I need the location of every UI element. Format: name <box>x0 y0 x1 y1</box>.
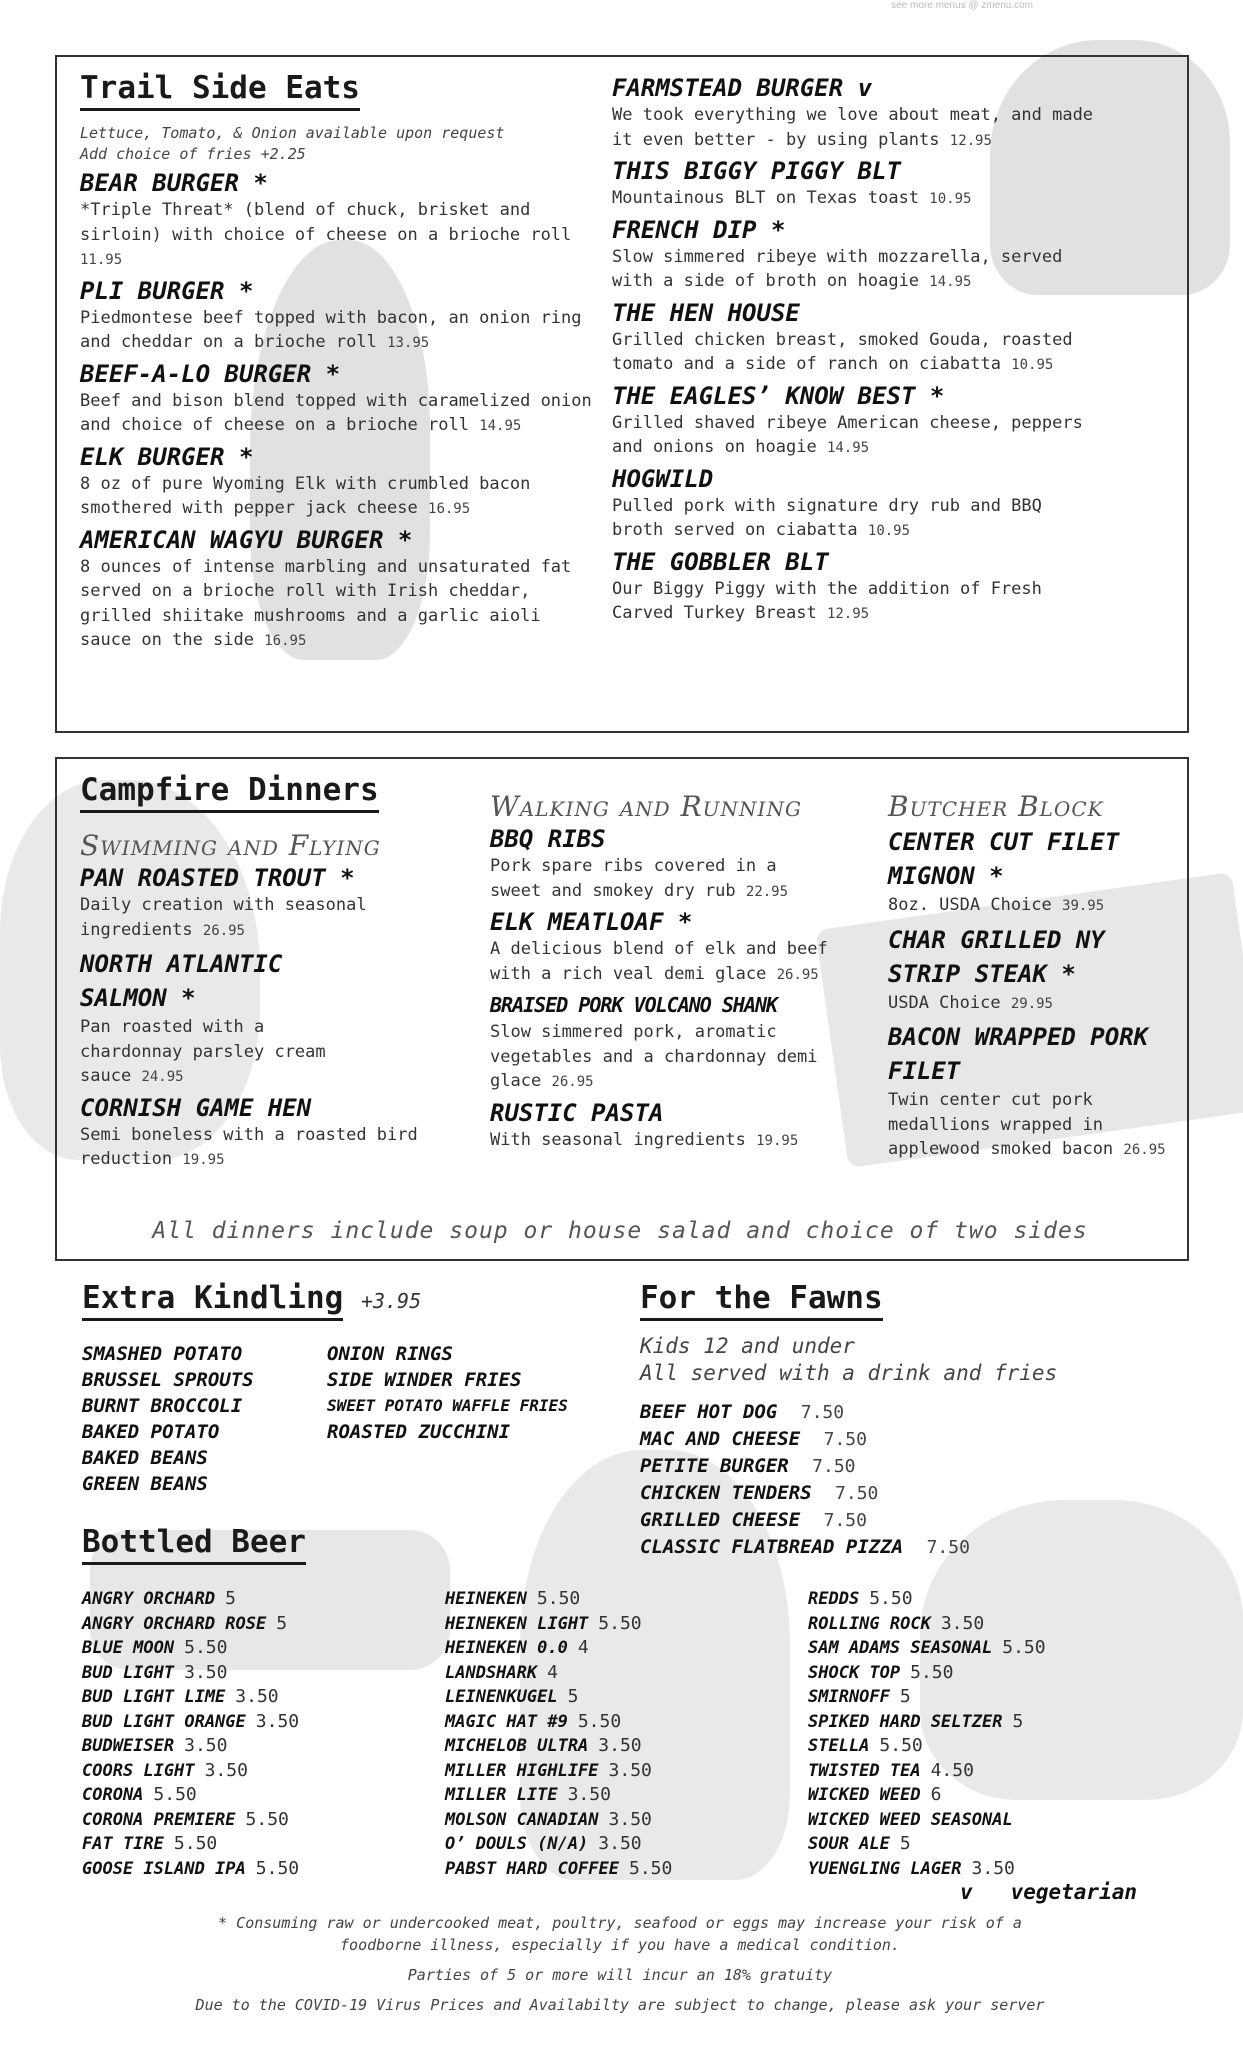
for-the-fawns-section <box>640 1280 1160 1561</box>
item-description: *Triple Threat* (blend of chuck, brisket and sirloin) with choice of cheese on a brioche roll 11.95 <box>80 200 572 268</box>
beer-item: SPIKED HARD SELTZER 5 <box>808 1710 1024 1732</box>
beer-price: 3.50 <box>940 1612 985 1634</box>
beer-item: LANDSHARK 4 <box>445 1661 558 1683</box>
extra-kindling-title: Extra Kindling <box>82 1280 343 1321</box>
beer-item: STELLA 5.50 <box>808 1735 923 1756</box>
item-description: Slow simmered ribeye with mozzarella, served with a side of broth on hoagie 14.95 <box>612 246 1063 291</box>
menu-item <box>80 947 360 1090</box>
menu-item <box>80 526 600 654</box>
beer-price: 4.50 <box>930 1759 974 1781</box>
beer-item: BUD LIGHT ORANGE 3.50 <box>82 1710 300 1732</box>
menu-item <box>80 443 600 522</box>
beer-price: 5 <box>225 1588 236 1609</box>
side-item: SWEET POTATO WAFFLE FRIES <box>327 1396 568 1415</box>
extra-kindling-section <box>82 1280 642 1497</box>
item-name: THE HEN HOUSE <box>612 298 800 327</box>
item-price: 12.95 <box>949 132 992 149</box>
beer-price: 3.50 <box>598 1833 642 1854</box>
side-item: BRUSSEL SPROUTS <box>82 1369 254 1391</box>
item-price: 10.95 <box>867 523 911 539</box>
item-name: BEEF-A-LO BURGER * <box>80 359 341 388</box>
menu-item <box>80 277 600 356</box>
watermark: see more menus @ zmenu.com <box>891 0 1033 11</box>
beer-item: BUDWEISER 3.50 <box>82 1735 228 1756</box>
item-name: PLI BURGER * <box>80 276 254 305</box>
beer-item: BLUE MOON 5.50 <box>82 1637 228 1658</box>
side-item: ROASTED ZUCCHINI <box>327 1421 511 1443</box>
beer-item: CORONA 5.50 <box>82 1784 197 1805</box>
beer-price: 5.50 <box>879 1735 923 1756</box>
item-description: 8 oz of pure Wyoming Elk with crumbled bacon smothered with pepper jack cheese 16.95 <box>80 473 531 518</box>
item-price: 13.95 <box>387 335 430 351</box>
item-name: THE EAGLES’ KNOW BEST * <box>612 381 945 410</box>
trail-side-left-column <box>80 70 600 654</box>
item-name: FARMSTEAD BURGER v <box>612 74 873 102</box>
trail-side-note: Add choice of fries +2.25 <box>80 145 306 163</box>
footer-notes <box>60 1912 1180 2016</box>
menu-item <box>612 382 1097 461</box>
item-price: 39.95 <box>1062 898 1105 914</box>
subheading: Butcher Block <box>888 790 1104 823</box>
item-name: THIS BIGGY PIGGY BLT <box>612 157 901 185</box>
item-description: Beef and bison blend topped with caramelized onion and choice of cheese on a brioche roll 14.95 <box>80 390 592 435</box>
menu-item <box>490 991 850 1095</box>
menu-item <box>888 923 1178 1017</box>
menu-item <box>490 908 850 987</box>
item-name: RUSTIC PASTA <box>490 1098 664 1127</box>
beer-item: MILLER LITE 3.50 <box>445 1784 611 1805</box>
raw-food-warning: * Consuming raw or undercooked meat, poultry, seafood or eggs may increase your risk of a <box>218 1914 1022 1932</box>
side-item: BURNT BROCCOLI <box>82 1395 243 1417</box>
item-description: Pork spare ribs covered in a sweet and smokey dry rub 22.95 <box>490 856 789 901</box>
beer-item: MOLSON CANADIAN 3.50 <box>445 1808 652 1830</box>
menu-item <box>490 825 850 904</box>
campfire-dinners-title: Campfire Dinners <box>80 772 379 813</box>
bottled-beer-section <box>82 1524 1182 1881</box>
item-name: HOGWILD <box>612 464 714 493</box>
menu-item <box>80 864 440 943</box>
item-price: 26.95 <box>551 1074 594 1090</box>
beer-price: 5.50 <box>536 1588 581 1609</box>
menu-item <box>612 157 1097 212</box>
beer-item: ROLLING ROCK 3.50 <box>808 1612 985 1634</box>
beer-item: MAGIC HAT #9 5.50 <box>445 1710 622 1732</box>
kids-item: MAC AND CHEESE 7.50 <box>640 1428 867 1450</box>
campfire-col-1 <box>80 772 440 1173</box>
item-description: Grilled shaved ribeye American cheese, peppers and onions on hoagie 14.95 <box>612 412 1083 457</box>
beer-price: 5 <box>899 1686 911 1707</box>
menu-item <box>612 465 1097 544</box>
beer-price: 5.50 <box>1002 1637 1046 1658</box>
item-description: Our Biggy Piggy with the addition of Fresh Carved Turkey Breast 12.95 <box>612 578 1042 623</box>
trail-side-note: Lettuce, Tomato, & Onion available upon request <box>80 124 505 142</box>
item-price: 22.95 <box>745 883 789 900</box>
kids-item: BEEF HOT DOG 7.50 <box>640 1401 845 1423</box>
item-description: Pan roasted with a chardonnay parsley cream sauce 24.95 <box>80 1017 326 1086</box>
beer-item: SAM ADAMS SEASONAL 5.50 <box>808 1637 1046 1658</box>
menu-item <box>490 1099 850 1154</box>
item-price: 7.50 <box>800 1402 845 1423</box>
item-price: 14.95 <box>929 274 972 290</box>
menu-item <box>80 169 600 273</box>
beer-column-1 <box>82 1587 445 1881</box>
item-price: 26.95 <box>776 966 819 983</box>
beer-price: 5.50 <box>910 1661 954 1683</box>
kids-item: GRILLED CHEESE 7.50 <box>640 1509 867 1531</box>
beer-price: 5.50 <box>577 1710 622 1732</box>
menu-item <box>612 74 1097 153</box>
item-description: Pulled pork with signature dry rub and BBQ broth served on ciabatta 10.95 <box>612 495 1042 540</box>
menu-item <box>888 1020 1178 1163</box>
menu-item <box>80 360 600 439</box>
item-price: 19.95 <box>756 1132 799 1149</box>
beer-item: REDDS 5.50 <box>808 1588 913 1609</box>
beer-price: 4 <box>577 1637 589 1658</box>
beer-item: CORONA PREMIERE 5.50 <box>82 1808 289 1830</box>
trail-side-eats-title: Trail Side Eats <box>80 70 360 111</box>
menu-item <box>612 299 1097 378</box>
item-description: 8 ounces of intense marbling and unsaturated fat served on a brioche roll with Irish cheddar, grilled shiitake mushrooms and a garlic aioli sauce on the side 16.95 <box>80 556 572 650</box>
vegetarian-legend: v vegetarian <box>960 1880 1138 1904</box>
item-name: BEAR BURGER * <box>80 169 268 197</box>
beer-price: 3.50 <box>184 1735 228 1756</box>
beer-price: 5.50 <box>869 1588 913 1609</box>
beer-item: SMIRNOFF 5 <box>808 1686 911 1707</box>
item-price: 26.95 <box>202 922 245 939</box>
item-description: 8oz. USDA Choice 39.95 <box>888 895 1105 915</box>
item-name: PAN ROASTED TROUT * <box>80 864 355 892</box>
item-name: CORNISH GAME HEN <box>80 1093 312 1122</box>
item-price: 10.95 <box>929 191 972 207</box>
beer-item: BUD LIGHT 3.50 <box>82 1661 228 1683</box>
menu-item <box>80 1094 440 1173</box>
beer-price: 5 <box>567 1686 579 1707</box>
item-description: Piedmontese beef topped with bacon, an onion ring and cheddar on a brioche roll 13.95 <box>80 307 582 352</box>
beer-price: 3.50 <box>608 1759 652 1781</box>
fawns-note: Kids 12 and under <box>640 1334 855 1358</box>
beer-item: ANGRY ORCHARD 5 <box>82 1588 236 1609</box>
side-item: ONION RINGS <box>327 1343 453 1365</box>
gratuity-note: Parties of 5 or more will incur an 18% gratuity <box>407 1966 833 1984</box>
beer-price: 3.50 <box>184 1661 228 1683</box>
beer-item: PABST HARD COFFEE 5.50 <box>445 1857 673 1879</box>
trail-side-right-column <box>612 74 1097 627</box>
kids-item: CHICKEN TENDERS 7.50 <box>640 1482 879 1504</box>
item-description: We took everything we love about meat, and made it even better - by using plants 12.95 <box>612 105 1094 150</box>
fawns-note: All served with a drink and fries <box>640 1361 1058 1385</box>
side-item: GREEN BEANS <box>82 1473 208 1495</box>
beer-price: 5.50 <box>629 1857 673 1879</box>
item-description: Slow simmered pork, aromatic vegetables and a chardonnay demi glace 26.95 <box>490 1022 818 1091</box>
beer-item: SHOCK TOP 5.50 <box>808 1661 954 1683</box>
item-price: 14.95 <box>479 418 522 434</box>
item-description: USDA Choice 29.95 <box>888 992 1053 1013</box>
beer-price: 3.50 <box>204 1759 248 1781</box>
kids-item: PETITE BURGER 7.50 <box>640 1455 856 1477</box>
kids-item: CLASSIC FLATBREAD PIZZA 7.50 <box>640 1536 970 1558</box>
campfire-col-2 <box>490 790 850 1153</box>
beer-price: 5.50 <box>173 1833 218 1854</box>
item-name: CHAR GRILLED NY STRIP STEAK * <box>888 925 1105 988</box>
sides-column-1 <box>82 1341 327 1497</box>
beer-item: ANGRY ORCHARD ROSE 5 <box>82 1612 288 1634</box>
item-description: Daily creation with seasonal ingredients 26.95 <box>80 895 367 940</box>
beer-item: HEINEKEN 0.0 4 <box>445 1637 589 1658</box>
campfire-footer-note: All dinners include soup or house salad and choice of two sides <box>152 1218 1088 1244</box>
beer-item: WICKED WEED 6 <box>808 1784 942 1805</box>
beer-price: 5 <box>1012 1710 1024 1732</box>
beer-price: 5.50 <box>598 1612 642 1634</box>
beer-item: WICKED WEED SEASONAL <box>808 1809 1013 1830</box>
subheading: Swimming and Flying <box>80 829 381 862</box>
item-name: BRAISED PORK VOLCANO SHANK <box>490 993 778 1017</box>
for-the-fawns-title: For the Fawns <box>640 1280 883 1321</box>
item-price: 7.50 <box>812 1456 856 1477</box>
beer-item: BUD LIGHT LIME 3.50 <box>82 1686 279 1707</box>
beer-item: YUENGLING LAGER 3.50 <box>808 1857 1015 1879</box>
item-price: 14.95 <box>826 440 870 456</box>
beer-item: MILLER HIGHLIFE 3.50 <box>445 1759 652 1781</box>
menu-item <box>612 548 1097 627</box>
beer-item: GOOSE ISLAND IPA 5.50 <box>82 1857 300 1879</box>
beer-price: 5 <box>899 1833 911 1854</box>
item-price: 10.95 <box>1011 357 1054 373</box>
side-item: BAKED POTATO <box>82 1421 220 1443</box>
beer-price: 5.50 <box>245 1808 289 1830</box>
beer-price: 5.50 <box>184 1637 228 1658</box>
item-price: 7.50 <box>835 1483 879 1504</box>
raw-food-warning: foodborne illness, especially if you have a medical condition. <box>340 1936 900 1954</box>
item-name: FRENCH DIP * <box>612 215 786 244</box>
item-price: 19.95 <box>182 1152 225 1168</box>
item-price: 7.50 <box>823 1510 867 1531</box>
beer-item: TWISTED TEA 4.50 <box>808 1759 974 1781</box>
beer-item: O’ DOULS (N/A) 3.50 <box>445 1833 642 1854</box>
beer-price: 3.50 <box>971 1857 1015 1879</box>
beer-item: HEINEKEN LIGHT 5.50 <box>445 1612 642 1634</box>
beer-item: MICHELOB ULTRA 3.50 <box>445 1735 642 1756</box>
item-price: 7.50 <box>823 1429 867 1450</box>
beer-price: 3.50 <box>235 1686 279 1707</box>
beer-price: 5 <box>276 1612 288 1634</box>
item-price: 12.95 <box>826 606 870 622</box>
beer-price: 5.50 <box>255 1857 300 1879</box>
item-price: 24.95 <box>141 1069 184 1085</box>
item-price: 11.95 <box>80 252 123 268</box>
item-name: THE GOBBLER BLT <box>612 547 829 576</box>
menu-item <box>888 825 1178 919</box>
beer-price: 3.50 <box>598 1735 642 1756</box>
item-name: NORTH ATLANTIC SALMON * <box>80 950 283 1012</box>
beer-price: 3.50 <box>608 1808 652 1830</box>
item-description: Grilled chicken breast, smoked Gouda, roasted tomato and a side of ranch on ciabatta 10.95 <box>612 329 1073 374</box>
item-name: ELK BURGER * <box>80 442 254 471</box>
item-description: A delicious blend of elk and beef with a rich veal demi glace 26.95 <box>490 939 828 984</box>
beer-item: SOUR ALE 5 <box>808 1833 911 1854</box>
item-description: Mountainous BLT on Texas toast 10.95 <box>612 188 972 208</box>
item-price: 16.95 <box>264 633 307 649</box>
item-name: BACON WRAPPED PORK FILET <box>888 1023 1149 1085</box>
subheading: Walking and Running <box>490 790 802 823</box>
side-item: SIDE WINDER FRIES <box>327 1369 522 1391</box>
item-name: BBQ RIBS <box>490 825 606 853</box>
beer-price: 6 <box>930 1784 942 1805</box>
beer-column-2 <box>445 1587 808 1881</box>
beer-price: 3.50 <box>255 1710 300 1732</box>
bottled-beer-title: Bottled Beer <box>82 1524 306 1565</box>
beer-item: LEINENKUGEL 5 <box>445 1686 579 1707</box>
item-description: Semi boneless with a roasted bird reduction 19.95 <box>80 1124 418 1169</box>
beer-price: 5.50 <box>153 1784 197 1805</box>
item-price: 16.95 <box>428 501 471 517</box>
beer-item: HEINEKEN 5.50 <box>445 1588 581 1609</box>
beer-item: COORS LIGHT 3.50 <box>82 1759 248 1781</box>
item-price: 26.95 <box>1123 1142 1166 1158</box>
beer-item: FAT TIRE 5.50 <box>82 1833 218 1854</box>
campfire-col-3 <box>888 790 1178 1163</box>
item-price: 29.95 <box>1010 995 1053 1012</box>
beer-price: 3.50 <box>567 1784 611 1805</box>
sides-column-2 <box>327 1341 637 1497</box>
item-description: With seasonal ingredients 19.95 <box>490 1129 799 1150</box>
extra-kindling-price: +3.95 <box>360 1289 422 1313</box>
item-name: CENTER CUT FILET MIGNON * <box>888 828 1120 890</box>
item-name: ELK MEATLOAF * <box>490 908 693 936</box>
item-name: AMERICAN WAGYU BURGER * <box>80 525 413 554</box>
item-description: Twin center cut pork medallions wrapped in applewood smoked bacon 26.95 <box>888 1090 1166 1159</box>
side-item: BAKED BEANS <box>82 1447 208 1469</box>
menu-item <box>612 216 1097 295</box>
item-price: 7.50 <box>926 1537 970 1558</box>
beer-column-3 <box>808 1587 1168 1881</box>
covid-note: Due to the COVID-19 Virus Prices and Availabilty are subject to change, please ask your server <box>195 1996 1045 2014</box>
beer-price: 4 <box>547 1661 558 1683</box>
side-item: SMASHED POTATO <box>82 1343 243 1365</box>
